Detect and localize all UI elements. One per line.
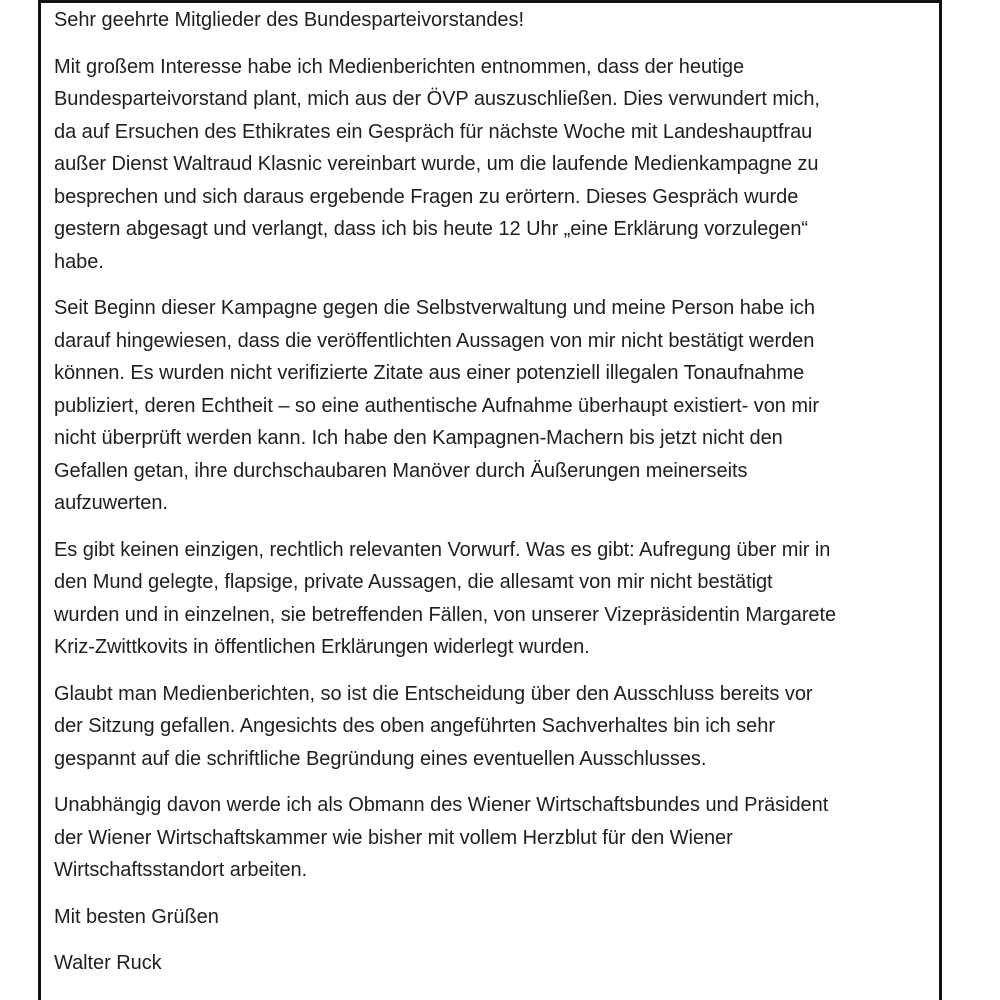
paragraph-gap [54, 37, 934, 51]
paragraph-line: den Mund gelegte, flapsige, private Aussagen, die allesamt von mir nicht bestätigt [54, 571, 773, 593]
letter-body [54, 4, 934, 980]
paragraph-2 [54, 292, 934, 520]
paragraph-line: wurden und in einzelnen, sie betreffenden Fällen, von unserer Vizepräsidentin Margarete [54, 603, 837, 626]
paragraph-line: besprechen und sich daraus ergebende Fragen zu erörtern. Dieses Gespräch wurde [54, 185, 799, 208]
paragraph-1 [54, 51, 934, 279]
paragraph-gap [54, 887, 934, 901]
paragraph-line: nicht überprüft werden kann. Ich habe den Kampagnen-Machern bis jetzt nicht den [54, 427, 783, 449]
paragraph-line: da auf Ersuchen des Ethikrates ein Gespräch für nächste Woche mit Landeshauptfrau [54, 120, 813, 143]
paragraph-gap [54, 775, 934, 789]
paragraph-line: Glaubt man Medienberichten, so ist die Entscheidung über den Ausschluss bereits vor [54, 682, 813, 705]
paragraph-line: Bundesparteivorstand plant, mich aus der ÖVP auszuschließen. Dies verwundert mich, [54, 88, 820, 110]
paragraph-line: publiziert, deren Echtheit – so eine authentische Aufnahme überhaupt existiert- von mir [54, 394, 819, 417]
paragraph-line: darauf hingewiesen, dass die veröffentlichten Aussagen von mir nicht bestätigt werden [54, 329, 815, 352]
salutation: Sehr geehrte Mitglieder des Bundesparteivorstandes! [54, 9, 524, 31]
paragraph-gap [54, 520, 934, 534]
paragraph-gap [54, 933, 934, 947]
paragraph-line: gespannt auf die schriftliche Begründung eines eventuellen Ausschlusses. [54, 747, 707, 770]
paragraph-line: Gefallen getan, ihre durchschaubaren Manöver durch Äußerungen meinerseits [54, 459, 748, 482]
paragraph-line: aufzuwerten. [54, 492, 168, 514]
paragraph-line: der Sitzung gefallen. Angesichts des oben angeführten Sachverhaltes bin ich sehr [54, 715, 775, 737]
paragraph-gap [54, 664, 934, 678]
paragraph-line: Kriz-Zwittkovits in öffentlichen Erklärungen widerlegt wurden. [54, 636, 590, 658]
paragraph-line: Seit Beginn dieser Kampagne gegen die Selbstverwaltung und meine Person habe ich [54, 297, 815, 319]
paragraph-line: habe. [54, 250, 104, 273]
paragraph-5 [54, 789, 934, 887]
paragraph-line: können. Es wurden nicht verifizierte Zitate aus einer potenziell illegalen Tonaufnahme [54, 362, 805, 384]
paragraph-line: gestern abgesagt und verlangt, dass ich bis heute 12 Uhr „eine Erklärung vorzulegen“ [54, 218, 809, 240]
paragraph-3 [54, 534, 934, 664]
closing: Mit besten Grüßen [54, 905, 219, 928]
paragraph-line: Unabhängig davon werde ich als Obmann des Wiener Wirtschaftsbundes und Präsident [54, 794, 829, 816]
signature: Walter Ruck [54, 952, 162, 974]
paragraph-line: Mit großem Interesse habe ich Medienberichten entnommen, dass der heutige [54, 55, 745, 78]
paragraph-line: der Wiener Wirtschaftskammer wie bisher mit vollem Herzblut für den Wiener [54, 826, 733, 849]
paragraph-line: außer Dienst Waltraud Klasnic vereinbart wurde, um die laufende Medienkampagne zu [54, 153, 819, 175]
paragraph-line: Es gibt keinen einzigen, rechtlich relevanten Vorwurf. Was es gibt: Aufregung über mir in [54, 538, 831, 561]
paragraph-4 [54, 678, 934, 776]
paragraph-line: Wirtschaftsstandort arbeiten. [54, 859, 308, 881]
paragraph-gap [54, 278, 934, 292]
